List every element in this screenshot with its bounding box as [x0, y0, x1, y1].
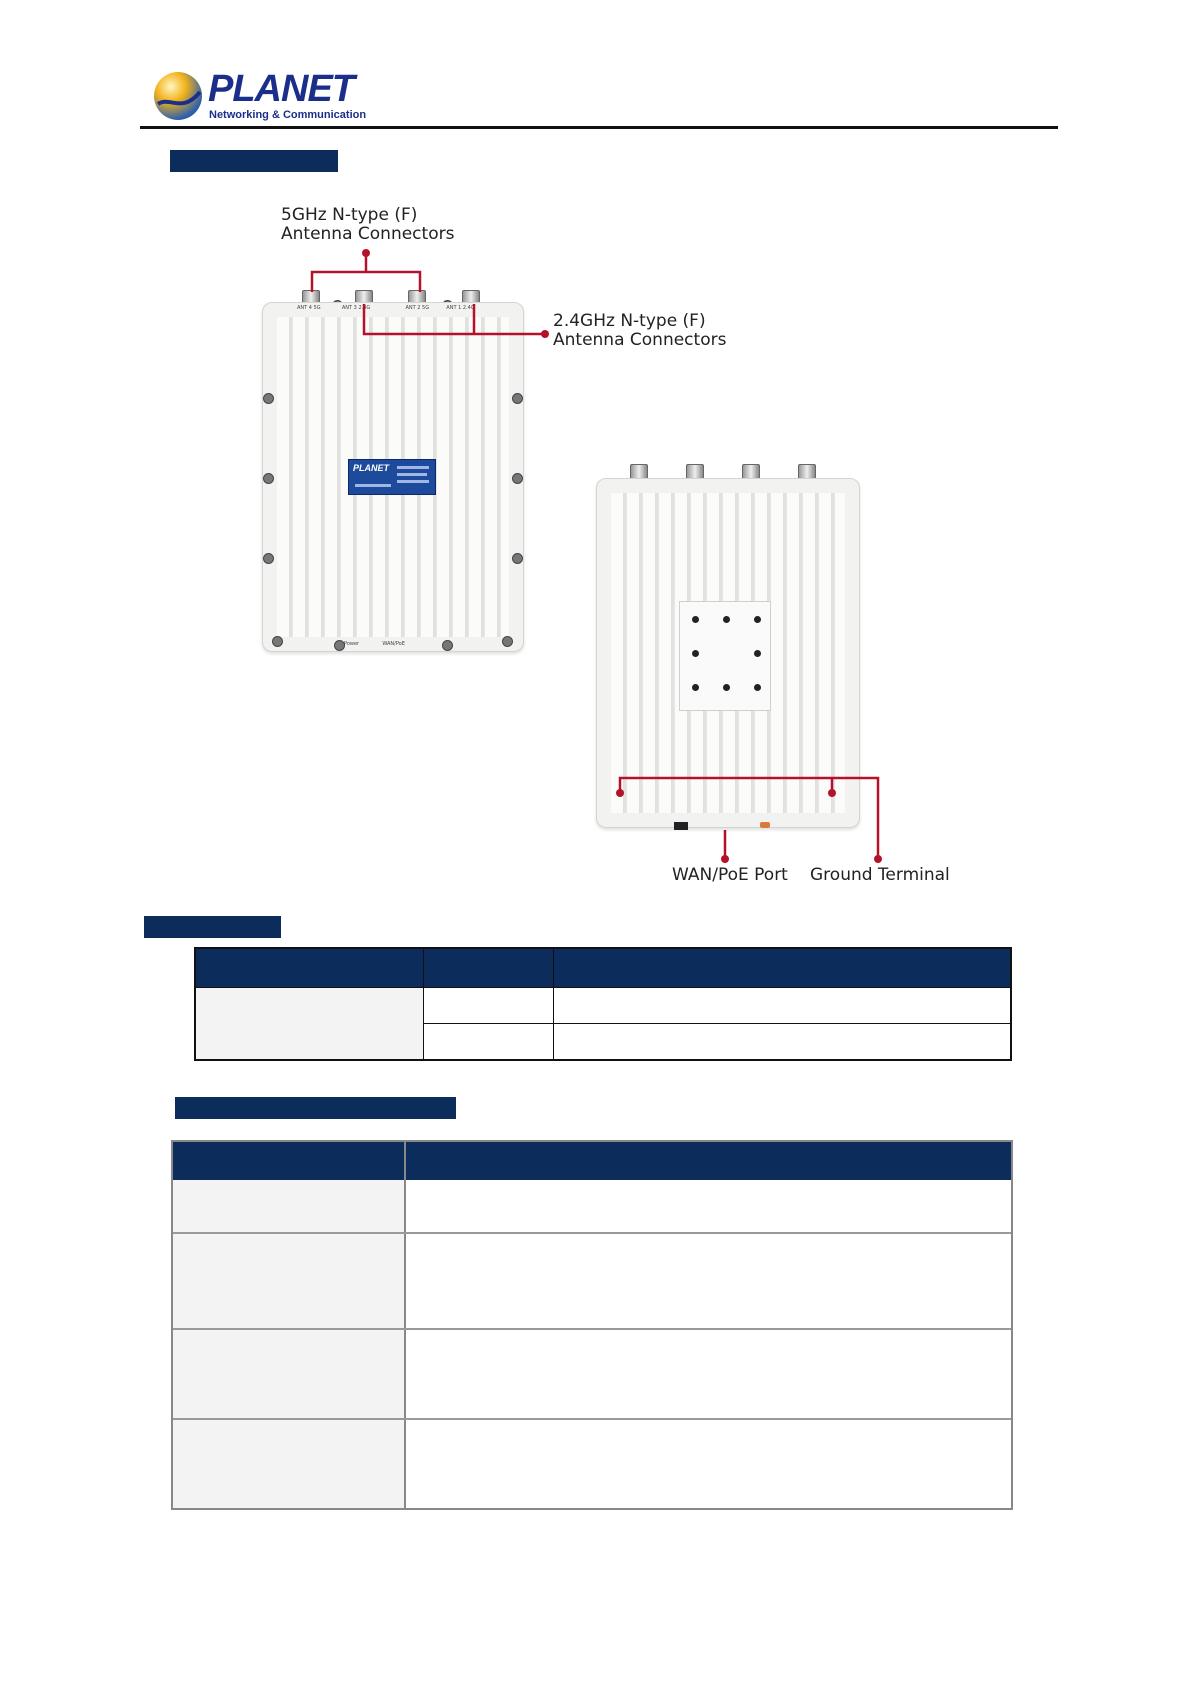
header-rule — [140, 126, 1058, 129]
globe-icon — [152, 70, 204, 122]
spec-table-row-line — [173, 1232, 1011, 1234]
planet-logo — [152, 68, 367, 126]
bottom-screw — [442, 640, 453, 651]
spec-table-row-line — [173, 1418, 1011, 1420]
spec-table-divider-v — [404, 1142, 406, 1508]
bottom-screw — [272, 636, 283, 647]
bottom-port-labels: Power WAN/PoE — [344, 641, 405, 647]
front-panel-labels: ANT 4 5G ANT 3 2.4G ANT 2 5G ANT 1 2.4G — [297, 305, 475, 311]
callout-wan-poe-port: WAN/PoE Port — [672, 865, 788, 885]
section-bar-led — [144, 916, 281, 938]
logo-tagline: Networking & Communication — [209, 109, 367, 121]
section-bar-hardware — [170, 150, 338, 172]
product-label-plate — [348, 459, 436, 495]
side-screw — [263, 473, 274, 484]
front-panel — [262, 302, 524, 652]
spec-table-col-label — [173, 1180, 404, 1508]
wan-poe-port — [674, 822, 688, 830]
mounting-plate — [679, 601, 771, 711]
led-table-header — [196, 949, 1010, 987]
callout-24ghz-antenna: 2.4GHz N-type (F) Antenna Connectors — [553, 311, 727, 350]
led-table-divider-v1 — [423, 949, 424, 1059]
section-bar-hardware-spec — [175, 1097, 456, 1119]
callout-5ghz-antenna: 5GHz N-type (F) Antenna Connectors — [281, 205, 455, 244]
side-screw — [263, 553, 274, 564]
rear-panel — [596, 478, 860, 828]
led-table-row-cell — [196, 988, 423, 1059]
spec-table-row-line — [173, 1328, 1011, 1330]
led-table — [194, 947, 1012, 1061]
side-screw — [263, 393, 274, 404]
side-screw — [512, 473, 523, 484]
spec-table — [171, 1140, 1013, 1510]
logo-wordmark: PLANET — [208, 68, 354, 110]
ground-terminal-knob — [760, 822, 770, 828]
led-table-divider-v2 — [553, 949, 554, 1059]
led-table-row-line — [423, 1023, 1010, 1024]
spec-table-header — [173, 1142, 1011, 1180]
side-screw — [512, 553, 523, 564]
callout-ground-terminal: Ground Terminal — [810, 865, 950, 885]
bottom-screw — [502, 636, 513, 647]
plate-brand: PLANET — [353, 463, 389, 473]
side-screw — [512, 393, 523, 404]
